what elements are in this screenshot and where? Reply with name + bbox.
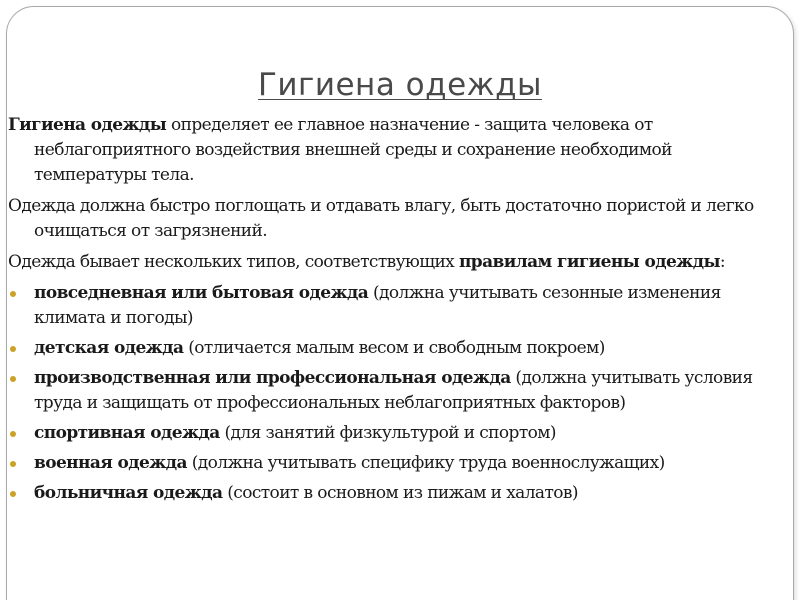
paragraph-types-intro	[8, 250, 788, 275]
bullet-dot-icon	[10, 291, 16, 297]
list-item-bold: повседневная или бытовая одежда	[34, 283, 369, 303]
list-item-text: (для занятий физкультурой и спортом)	[219, 423, 556, 443]
list-item-bold: спортивная одежда	[34, 423, 220, 443]
paragraph-definition	[8, 113, 788, 188]
list-item	[8, 481, 788, 506]
paragraph-definition-bold: Гигиена одежды	[8, 115, 167, 135]
list-item	[8, 366, 788, 416]
list-item	[8, 336, 788, 361]
paragraph-definition-text: определяет ее главное назначение - защита человека от неблагоприятного воздействия внешней среды и сохранение необходимой температуры тела.	[34, 115, 672, 185]
list-item-text: (отличается малым весом и свободным покроем)	[183, 338, 605, 358]
bullet-dot-icon	[10, 431, 16, 437]
list-item-text: (должна учитывать условия труда и защищать от профессиональных неблагоприятных факторов)	[34, 368, 753, 413]
list-item	[8, 451, 788, 476]
paragraph-types-intro-text-after: :	[719, 252, 726, 272]
list-item-text: (состоит в основном из пижам и халатов)	[222, 483, 578, 503]
paragraph-types-intro-bold: правилам гигиены одежды	[458, 252, 720, 272]
bullet-dot-icon	[10, 346, 16, 352]
list-item	[8, 421, 788, 446]
slide-title: Гигиена одежды	[258, 67, 542, 103]
list-item-bold: военная одежда	[34, 453, 187, 473]
slide-body	[8, 113, 788, 511]
list-item-text: (должна учитывать сезонные изменения климата и погоды)	[34, 283, 721, 328]
paragraph-types-intro-text-before: Одежда бывает нескольких типов, соответствующих	[8, 252, 459, 272]
list-item-bold: производственная или профессиональная одежда	[34, 368, 511, 388]
list-item	[8, 281, 788, 331]
bullet-dot-icon	[10, 376, 16, 382]
paragraph-requirements	[8, 194, 788, 244]
bullet-dot-icon	[10, 461, 16, 467]
paragraph-requirements-text: Одежда должна быстро поглощать и отдавать влагу, быть достаточно пористой и легко очищаться от загрязнений.	[8, 196, 754, 241]
list-item-text: (должна учитывать специфику труда военнослужащих)	[186, 453, 665, 473]
list-item-bold: больничная одежда	[34, 483, 223, 503]
list-item-bold: детская одежда	[34, 338, 184, 358]
bullet-dot-icon	[10, 491, 16, 497]
